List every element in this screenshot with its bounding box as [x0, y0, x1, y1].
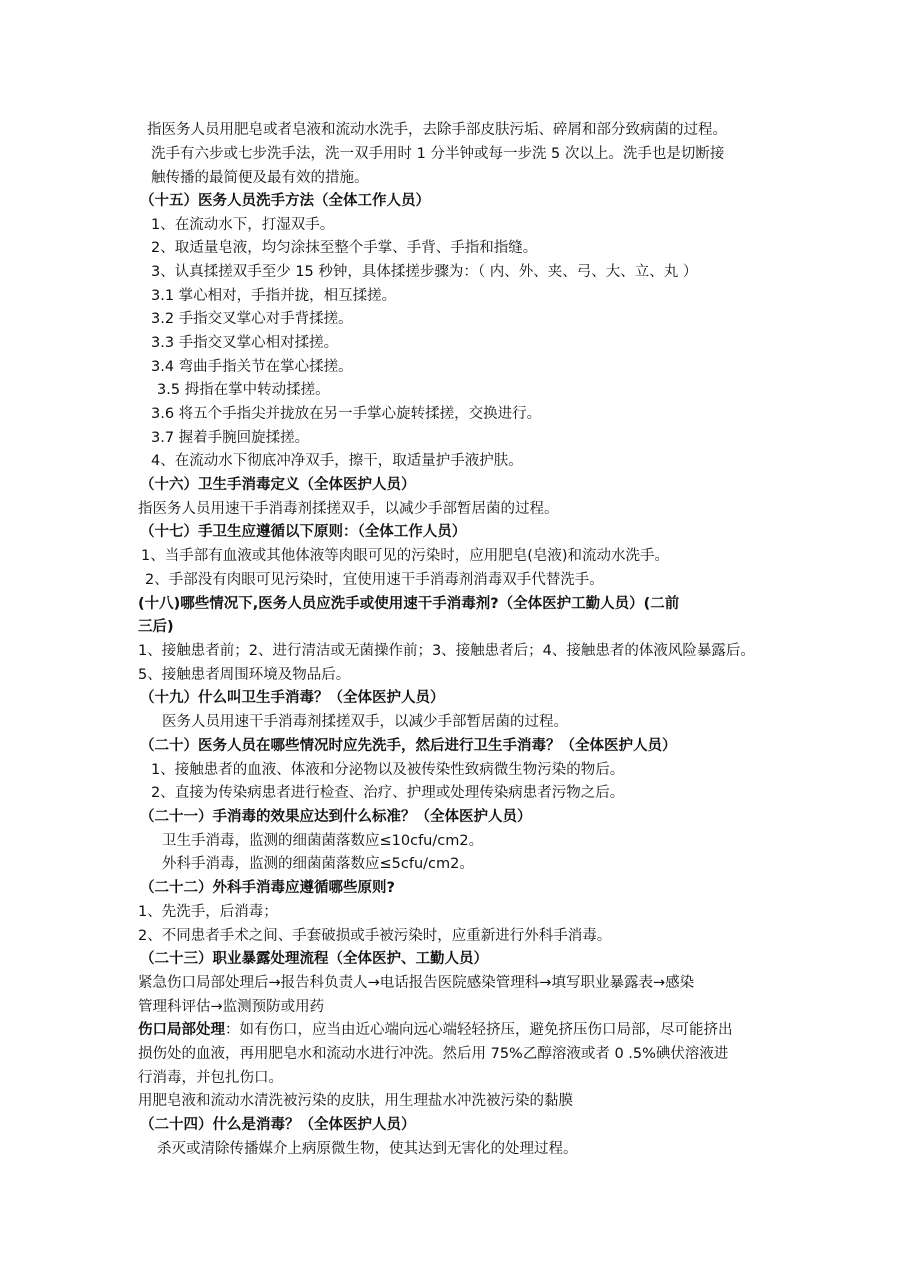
- list-item: 3.2 手指交叉掌心对手背揉搓。: [151, 311, 353, 327]
- list-item: 3.7 握着手腕回旋揉搓。: [151, 430, 310, 446]
- inline-bold-term: 伤口局部处理: [138, 1022, 225, 1038]
- list-item: 1、当手部有血液或其他体液等肉眼可见的污染时，应用肥皂(皂液)和流动水洗手。: [141, 548, 670, 564]
- paragraph-line: 5、接触患者周围环境及物品后。: [138, 667, 351, 683]
- paragraph-line: 损伤处的血液，再用肥皂水和流动水进行冲洗。然后用 75%乙醇溶液或者 0 .5%碘伏溶液进: [138, 1046, 729, 1062]
- section-heading-20: （二十）医务人员在哪些情况时应先洗手，然后进行卫生手消毒？（全体医护人员）: [140, 738, 677, 754]
- paragraph-line: 1、接触患者前；2、进行清洁或无菌操作前；3、接触患者后；4、接触患者的体液风险暴露后。: [138, 643, 755, 659]
- list-item: 2、手部没有肉眼可见污染时，宜使用速干手消毒剂消毒双手代替洗手。: [145, 572, 604, 588]
- paragraph-line: 洗手有六步或七步洗手法，洗一双手用时 1 分半钟或每一步洗 5 次以上。洗手也是切断接: [151, 146, 725, 162]
- section-heading-15: （十五）医务人员洗手方法（全体工作人员）: [140, 193, 430, 209]
- list-item: 2、直接为传染病患者进行检查、治疗、护理或处理传染病患者污物之后。: [151, 785, 625, 801]
- paragraph-line: 杀灭或清除传播媒介上病原微生物，使其达到无害化的处理过程。: [157, 1141, 578, 1157]
- list-item: 2、不同患者手术之间、手套破损或手被污染时，应重新进行外科手消毒。: [138, 928, 612, 944]
- section-heading-16: （十六）卫生手消毒定义（全体医护人员）: [140, 477, 416, 493]
- section-heading-18-cont: 三后): [138, 619, 174, 635]
- section-heading-24: （二十四）什么是消毒？（全体医护人员）: [140, 1117, 416, 1133]
- paragraph-line: 指医务人员用肥皂或者皂液和流动水洗手，去除手部皮肤污垢、碎屑和部分致病菌的过程。: [147, 122, 727, 138]
- paragraph-line: 行消毒，并包扎伤口。: [138, 1070, 283, 1086]
- list-item: 4、在流动水下彻底冲净双手，擦干，取适量护手液护肤。: [151, 453, 523, 469]
- section-heading-18: (十八)哪些情况下,医务人员应洗手或使用速干手消毒剂?（全体医护工勤人员）(二前: [138, 596, 680, 612]
- list-item: 2、取适量皂液，均匀涂抹至整个手掌、手背、手指和指缝。: [151, 240, 538, 256]
- list-item: 1、先洗手，后消毒；: [138, 904, 278, 920]
- paragraph-line: 指医务人员用速干手消毒剂揉搓双手，以减少手部暂居菌的过程。: [138, 501, 559, 517]
- section-heading-21: （二十一）手消毒的效果应达到什么标准？（全体医护人员）: [140, 809, 532, 825]
- paragraph-line: 管理科评估→监测预防或用药: [138, 999, 325, 1015]
- list-item: 3.6 将五个手指尖并拢放在另一手掌心旋转揉搓，交换进行。: [151, 406, 542, 422]
- inline-text: ：如有伤口，应当由近心端向远心端轻轻挤压，避免挤压伤口局部，尽可能挤出: [225, 1022, 733, 1038]
- paragraph-line: 触传播的最简便及最有效的措施。: [151, 170, 369, 186]
- paragraph-line: 卫生手消毒，监测的细菌菌落数应≤10cfu/cm2。: [162, 833, 484, 849]
- section-heading-19: （十九）什么叫卫生手消毒？（全体医护人员）: [140, 690, 445, 706]
- section-heading-17: （十七）手卫生应遵循以下原则：（全体工作人员）: [140, 524, 467, 540]
- paragraph-line: 紧急伤口局部处理后→报告科负责人→电话报告医院感染管理科→填写职业暴露表→感染: [138, 975, 695, 991]
- section-heading-23: （二十三）职业暴露处理流程（全体医护、工勤人员）: [140, 951, 488, 967]
- list-item: 3.4 弯曲手指关节在掌心揉搓。: [151, 359, 353, 375]
- paragraph-line: 用肥皂液和流动水清洗被污染的皮肤，用生理盐水冲洗被污染的黏膜: [138, 1093, 573, 1109]
- list-item: 1、在流动水下，打湿双手。: [151, 217, 335, 233]
- list-item: 1、接触患者的血液、体液和分泌物以及被传染性致病微生物污染的物后。: [151, 762, 625, 778]
- list-item: 3.5 拇指在掌中转动揉搓。: [157, 382, 330, 398]
- paragraph-line: 医务人员用速干手消毒剂揉搓双手，以减少手部暂居菌的过程。: [162, 714, 568, 730]
- list-item: 3.1 掌心相对，手指并拢，相互揉搓。: [151, 288, 397, 304]
- list-item: 3、认真揉搓双手至少 15 秒钟，具体揉搓步骤为：（ 内、外、夹、弓、大、立、丸 ）: [151, 264, 698, 280]
- paragraph-line: [138, 1019, 733, 1041]
- section-heading-22: （二十二）外科手消毒应遵循哪些原则?: [140, 880, 395, 896]
- list-item: 3.3 手指交叉掌心相对揉搓。: [151, 335, 339, 351]
- paragraph-line: 外科手消毒，监测的细菌菌落数应≤5cfu/cm2。: [162, 856, 474, 872]
